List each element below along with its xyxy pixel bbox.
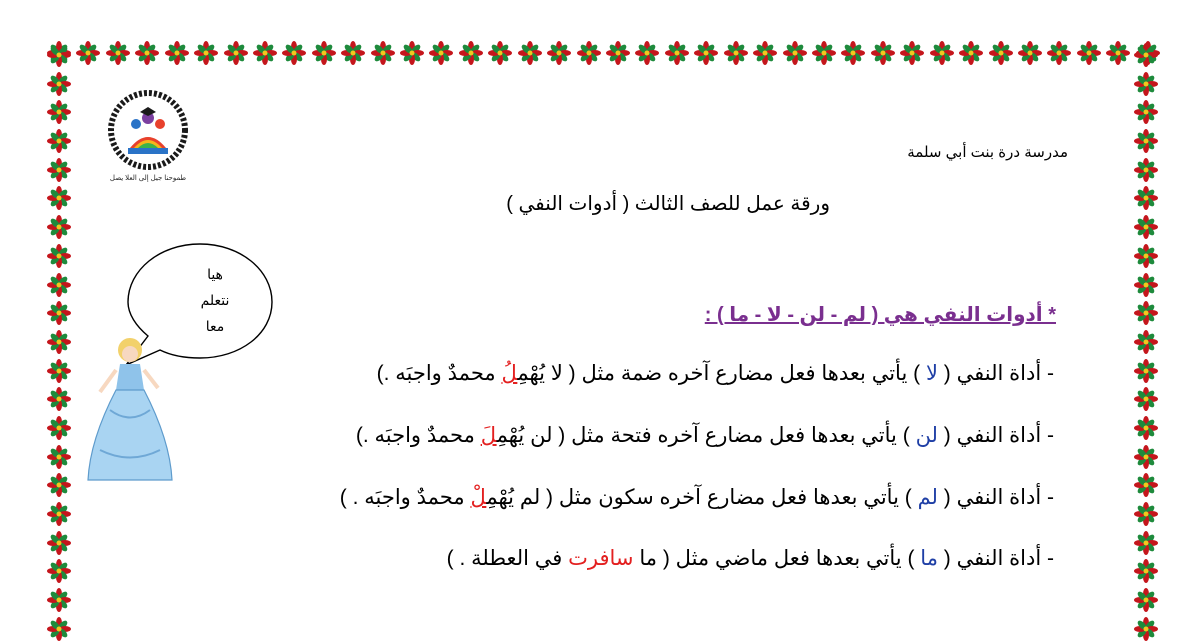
border-column (46, 42, 74, 642)
rule-text: - أداة النفي ( (937, 486, 1054, 509)
poinsettia-icon (870, 40, 896, 66)
rule-text: محمدٌ واجبَه . (383, 362, 502, 385)
rule-line-lam (340, 485, 1054, 510)
poinsettia-icon (1046, 40, 1072, 66)
poinsettia-icon (1133, 214, 1159, 240)
poinsettia-icon (46, 358, 72, 384)
poinsettia-icon (46, 558, 72, 584)
poinsettia-icon (193, 40, 219, 66)
poinsettia-icon (517, 40, 543, 66)
poinsettia-icon (1133, 243, 1159, 269)
rule-text: ) يأتي بعدها فعل مضارع آخره سكون مثل ( لم يُهْمِ (486, 486, 918, 509)
poinsettia-icon (46, 472, 72, 498)
poinsettia-icon (46, 587, 72, 613)
poinsettia-icon (1133, 329, 1159, 355)
rule-text: - أداة النفي ( (937, 424, 1054, 447)
negation-tool: لا (925, 362, 938, 385)
rule-text: ) يأتي بعدها فعل مضارع آخره فتحة مثل ( لن يُهْمِ (496, 424, 916, 447)
poinsettia-icon (46, 243, 72, 269)
poinsettia-icon (958, 40, 984, 66)
poinsettia-icon (281, 40, 307, 66)
poinsettia-icon (46, 444, 72, 470)
poinsettia-icon (899, 40, 925, 66)
poinsettia-icon (46, 42, 72, 68)
poinsettia-icon (252, 40, 278, 66)
poinsettia-icon (487, 40, 513, 66)
poinsettia-icon (311, 40, 337, 66)
poinsettia-icon (46, 386, 72, 412)
poinsettia-icon (46, 157, 72, 183)
poinsettia-icon (634, 40, 660, 66)
poinsettia-icon (1133, 128, 1159, 154)
poinsettia-icon (1076, 40, 1102, 66)
poinsettia-icon (46, 272, 72, 298)
verb-ending-highlight: لْ (470, 486, 487, 509)
poinsettia-icon (546, 40, 572, 66)
poinsettia-icon (1017, 40, 1043, 66)
poinsettia-icon (929, 40, 955, 66)
poinsettia-icon (988, 40, 1014, 66)
poinsettia-icon (840, 40, 866, 66)
poinsettia-icon (458, 40, 484, 66)
rule-text: ) (446, 547, 460, 570)
bubble-line-2: نتعلم (200, 292, 230, 308)
poinsettia-icon (782, 40, 808, 66)
school-logo (106, 90, 190, 190)
poinsettia-icon (752, 40, 778, 66)
poinsettia-icon (1133, 587, 1159, 613)
poinsettia-icon (340, 40, 366, 66)
poinsettia-icon (1133, 444, 1159, 470)
poinsettia-icon (811, 40, 837, 66)
poinsettia-icon (46, 99, 72, 125)
logo-caption: طموحنا جيل إلى العلا يصل (109, 175, 187, 182)
poinsettia-icon (576, 40, 602, 66)
poinsettia-icon (1133, 157, 1159, 183)
poinsettia-icon (1133, 42, 1159, 68)
poinsettia-icon (370, 40, 396, 66)
poinsettia-icon (1133, 99, 1159, 125)
bubble-line-1: هيا (207, 266, 223, 282)
poinsettia-icon (75, 40, 101, 66)
rule-text: ) (355, 424, 363, 447)
rule-text: - أداة النفي ( (937, 547, 1054, 570)
poinsettia-icon (46, 616, 72, 642)
worksheet-title: ورقة عمل للصف الثالث ( أدوات النفي ) (506, 193, 830, 215)
rule-text: ) يأتي بعدها فعل ماضي مثل ( ما (633, 547, 921, 570)
poinsettia-icon (46, 530, 72, 556)
poinsettia-icon (1133, 530, 1159, 556)
negation-tool: لم (917, 486, 938, 509)
poinsettia-icon (399, 40, 425, 66)
poinsettia-icon (664, 40, 690, 66)
poinsettia-icon (1133, 415, 1159, 441)
school-name: مدرسة درة بنت أبي سلمة (907, 144, 1068, 161)
rule-text: ) يأتي بعدها فعل مضارع آخره ضمة مثل ( لا يُهْمِ (517, 362, 926, 385)
rule-text: - أداة النفي ( (937, 362, 1054, 385)
poinsettia-icon (223, 40, 249, 66)
negation-tool: ما (920, 547, 938, 570)
tools-heading: * أدوات النفي هي ( لم - لن - لا - ما ) : (704, 304, 1056, 326)
poinsettia-icon (46, 300, 72, 326)
rule-line-ma (447, 546, 1054, 571)
poinsettia-icon (1133, 185, 1159, 211)
poinsettia-icon (1133, 300, 1159, 326)
poinsettia-icon (693, 40, 719, 66)
poinsettia-icon (723, 40, 749, 66)
poinsettia-icon (605, 40, 631, 66)
verb-ending-highlight: لَ (480, 424, 497, 447)
poinsettia-icon (134, 40, 160, 66)
poinsettia-icon (1105, 40, 1131, 66)
poinsettia-icon (46, 185, 72, 211)
rule-text: ) (339, 486, 353, 509)
bubble-line-3: معا (205, 318, 225, 334)
poinsettia-icon (105, 40, 131, 66)
poinsettia-icon (1133, 386, 1159, 412)
rule-text: في العطلة . (459, 547, 569, 570)
verb-ending-highlight: لُ (501, 362, 518, 385)
rule-text: محمدٌ واجبَه . (362, 424, 481, 447)
poinsettia-icon (46, 329, 72, 355)
poinsettia-icon (1133, 472, 1159, 498)
poinsettia-icon (46, 71, 72, 97)
poinsettia-icon (1133, 616, 1159, 642)
poinsettia-icon (1133, 558, 1159, 584)
poinsettia-icon (46, 501, 72, 527)
poinsettia-icon (428, 40, 454, 66)
princess-illustration (80, 330, 180, 490)
poinsettia-icon (1133, 358, 1159, 384)
rule-text: محمدٌ واجبَه . (352, 486, 471, 509)
rule-line-lan (356, 423, 1054, 448)
border-column (1133, 42, 1161, 642)
poinsettia-icon (1133, 501, 1159, 527)
poinsettia-icon (1133, 71, 1159, 97)
poinsettia-icon (46, 214, 72, 240)
past-verb-highlight: سافرت (568, 547, 634, 570)
border-row (46, 40, 1161, 68)
logo-emblem-icon (108, 90, 188, 170)
poinsettia-icon (46, 415, 72, 441)
poinsettia-icon (1133, 272, 1159, 298)
negation-tool: لن (915, 424, 938, 447)
rule-line-la (377, 361, 1054, 386)
poinsettia-icon (164, 40, 190, 66)
poinsettia-icon (46, 128, 72, 154)
rule-text: ) (376, 362, 384, 385)
